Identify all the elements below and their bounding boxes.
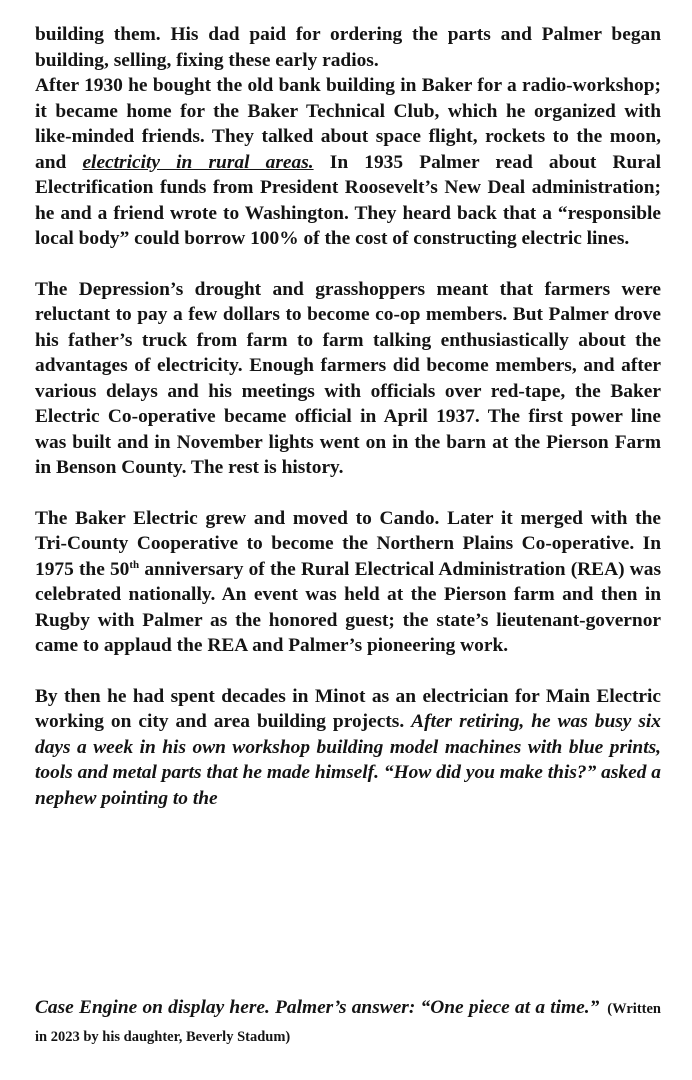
italic-text: After retiring, he was busy six days a week in his own workshop building model machines with blue prints, tools and metal parts that he made himself. “How did you make this?” asked a nephew pointing to the xyxy=(35,711,661,809)
paragraph-gap xyxy=(35,659,661,684)
superscript-ordinal: th xyxy=(129,558,140,571)
paragraph-depression: The Depression’s drought and grasshoppers meant that farmers were reluctant to pay a few dollars to become co-op members. But Palmer drove his father’s truck from farm to farm talking enthusiastically about the advantages of electricity. Enough farmers did become members, and after various delays and his meetings with officials over red-tape, the Baker Electric Co-operative became official in April 1937. The first power line was built and in November lights went on in the barn at the Pierson Farm in Benson County. The rest is history. xyxy=(35,278,661,478)
paragraph-retirement xyxy=(35,684,661,812)
paragraph-text: The Baker Electric grew and moved to Cando. Later it merged with the Tri-County Cooperative to become the Northern Plains Co-operative. In 1975 the 50 xyxy=(35,507,661,580)
paragraph-text: building them. His dad paid for ordering the parts and Palmer began building, selling, fixing these early radios. xyxy=(35,24,661,71)
closing-text: Case Engine on display here. Palmer’s answer: “One piece at a time.” xyxy=(35,997,600,1018)
underlined-phrase: electricity in rural areas. xyxy=(82,151,314,173)
paragraph-text: By then he had spent decades in Minot as an electrician for Main Electric working on city and area building projects. xyxy=(35,685,661,732)
document-body xyxy=(35,22,661,811)
paragraph-text: In 1935 Palmer read about Rural Electrification funds from President Roosevelt’s New Deal administration; he and a friend wrote to Washington. They heard back that a “responsible local body” could borrow 100% of the cost of constructing electric lines. xyxy=(35,151,661,249)
closing-quote xyxy=(35,995,661,1050)
paragraph-cooperative-growth xyxy=(35,506,661,659)
author-credit: (Written in 2023 by his daughter, Beverly Stadum) xyxy=(35,1001,661,1045)
paragraph-radio-workshop xyxy=(35,22,661,252)
paragraph-gap xyxy=(35,481,661,506)
paragraph-text: anniversary of the Rural Electrical Administration (REA) was celebrated nationally. An event was held at the Pierson farm and then in Rugby with Palmer as the honored guest; the state’s lieutenant-governor came to applaud the REA and Palmer’s pioneering work. xyxy=(35,558,661,656)
paragraph-text: After 1930 he bought the old bank building in Baker for a radio-workshop; it became home for the Baker Technical Club, which he organized with like-minded friends. They talked about space flight, rockets to the moon, and xyxy=(35,75,661,173)
paragraph-gap xyxy=(35,252,661,277)
